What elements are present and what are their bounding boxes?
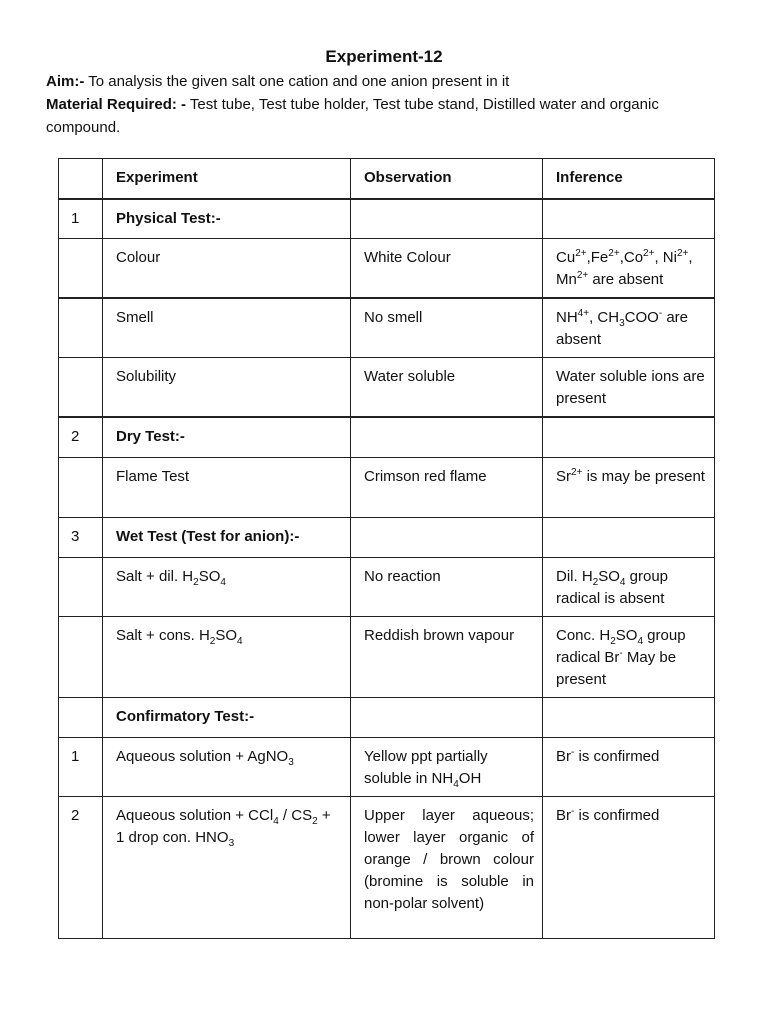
table-row bbox=[59, 239, 715, 299]
header-inference: Inference bbox=[543, 159, 715, 199]
row-experiment: Solubility bbox=[103, 358, 351, 418]
row-inference bbox=[543, 417, 715, 457]
row-experiment bbox=[103, 796, 351, 938]
experiment-table bbox=[58, 158, 715, 939]
row-inference bbox=[543, 199, 715, 239]
material-text: Test tube, Test tube holder, Test tube stand, Distilled water and organic compound. bbox=[46, 96, 659, 136]
row-experiment: Physical Test:- bbox=[103, 199, 351, 239]
row-num bbox=[59, 697, 103, 737]
inference-text: $NH^{4+}$, $CH_3COO^-$ are absent bbox=[556, 308, 689, 348]
aim-label: Aim:- bbox=[46, 73, 85, 90]
row-observation: No smell bbox=[351, 298, 543, 358]
row-num bbox=[59, 557, 103, 616]
table-row bbox=[59, 517, 715, 557]
row-inference bbox=[543, 557, 715, 616]
row-num bbox=[59, 298, 103, 358]
row-num bbox=[59, 457, 103, 517]
inference-text: Dil. $H_2SO_4$ group radical is absent bbox=[556, 567, 669, 607]
row-observation: Reddish brown vapour bbox=[351, 616, 543, 697]
row-inference bbox=[543, 737, 715, 796]
row-num: 1 bbox=[59, 737, 103, 796]
table-row bbox=[59, 417, 715, 457]
row-experiment: Dry Test:- bbox=[103, 417, 351, 457]
row-observation: Upper layer aqueous; lower layer organic of orange / brown colour (bromine is soluble in non-polar solvent) bbox=[351, 796, 543, 938]
inference-text: Br- is confirmed bbox=[556, 746, 660, 765]
inference-text: $Sr^{2+}$ is may be present bbox=[556, 466, 705, 485]
row-inference bbox=[543, 796, 715, 938]
table-row bbox=[59, 616, 715, 697]
row-experiment bbox=[103, 616, 351, 697]
row-inference: Water soluble ions are present bbox=[543, 358, 715, 418]
table-row bbox=[59, 557, 715, 616]
row-inference bbox=[543, 616, 715, 697]
inference-text: $Cu^{2+},Fe^{2+},Co^{2+}$, $Ni^{2+}$, $Mn^{2+}$ are absent bbox=[556, 248, 693, 288]
header-observation: Observation bbox=[351, 159, 543, 199]
row-experiment: Smell bbox=[103, 298, 351, 358]
inference-text: Conc. $H_2SO_4$ group radical Br- May be present bbox=[556, 626, 686, 688]
aim-text: To analysis the given salt one cation and one anion present in it bbox=[84, 73, 510, 90]
document-title: Experiment-12 bbox=[325, 47, 443, 66]
row-observation bbox=[351, 737, 543, 796]
table-row bbox=[59, 796, 715, 938]
row-observation bbox=[351, 697, 543, 737]
row-inference bbox=[543, 697, 715, 737]
row-observation: No reaction bbox=[351, 557, 543, 616]
table-row bbox=[59, 298, 715, 358]
experiment-text: Aqueous solution + AgNO$_3$ bbox=[116, 747, 294, 768]
row-inference bbox=[543, 457, 715, 517]
row-num: 2 bbox=[59, 417, 103, 457]
row-inference bbox=[543, 239, 715, 299]
row-experiment: Colour bbox=[103, 239, 351, 299]
material-line bbox=[46, 93, 726, 139]
row-observation: Crimson red flame bbox=[351, 457, 543, 517]
table-row bbox=[59, 199, 715, 239]
row-experiment bbox=[103, 557, 351, 616]
material-label: Material Required: - bbox=[46, 96, 187, 113]
observation-text: Yellow ppt partially soluble in $NH_4OH$ bbox=[364, 747, 488, 790]
experiment-text: Salt + cons. $H_2SO_4$ bbox=[116, 626, 243, 647]
row-observation bbox=[351, 517, 543, 557]
row-num bbox=[59, 358, 103, 418]
row-experiment: Confirmatory Test:- bbox=[103, 697, 351, 737]
row-num: 3 bbox=[59, 517, 103, 557]
row-experiment: Wet Test (Test for anion):- bbox=[103, 517, 351, 557]
row-observation: White Colour bbox=[351, 239, 543, 299]
row-inference bbox=[543, 298, 715, 358]
experiment-text: Aqueous solution + $CCl_4 / CS_2 + 1$ drop con. $HNO_3$ bbox=[116, 806, 331, 849]
table-row bbox=[59, 697, 715, 737]
table-header-row bbox=[59, 159, 715, 199]
row-num: 1 bbox=[59, 199, 103, 239]
table-row bbox=[59, 358, 715, 418]
table-row bbox=[59, 457, 715, 517]
table-row bbox=[59, 737, 715, 796]
row-num bbox=[59, 616, 103, 697]
row-observation bbox=[351, 199, 543, 239]
row-experiment bbox=[103, 737, 351, 796]
row-observation bbox=[351, 417, 543, 457]
row-observation: Water soluble bbox=[351, 358, 543, 418]
header-num bbox=[59, 159, 103, 199]
intro-block bbox=[46, 70, 726, 139]
aim-line bbox=[46, 70, 726, 93]
experiment-text: Salt + dil. $H_2SO_4$ bbox=[116, 567, 226, 588]
row-inference bbox=[543, 517, 715, 557]
row-num bbox=[59, 239, 103, 299]
inference-text: Br- is confirmed bbox=[556, 805, 660, 824]
row-experiment: Flame Test bbox=[103, 457, 351, 517]
header-experiment: Experiment bbox=[103, 159, 351, 199]
row-num: 2 bbox=[59, 796, 103, 938]
